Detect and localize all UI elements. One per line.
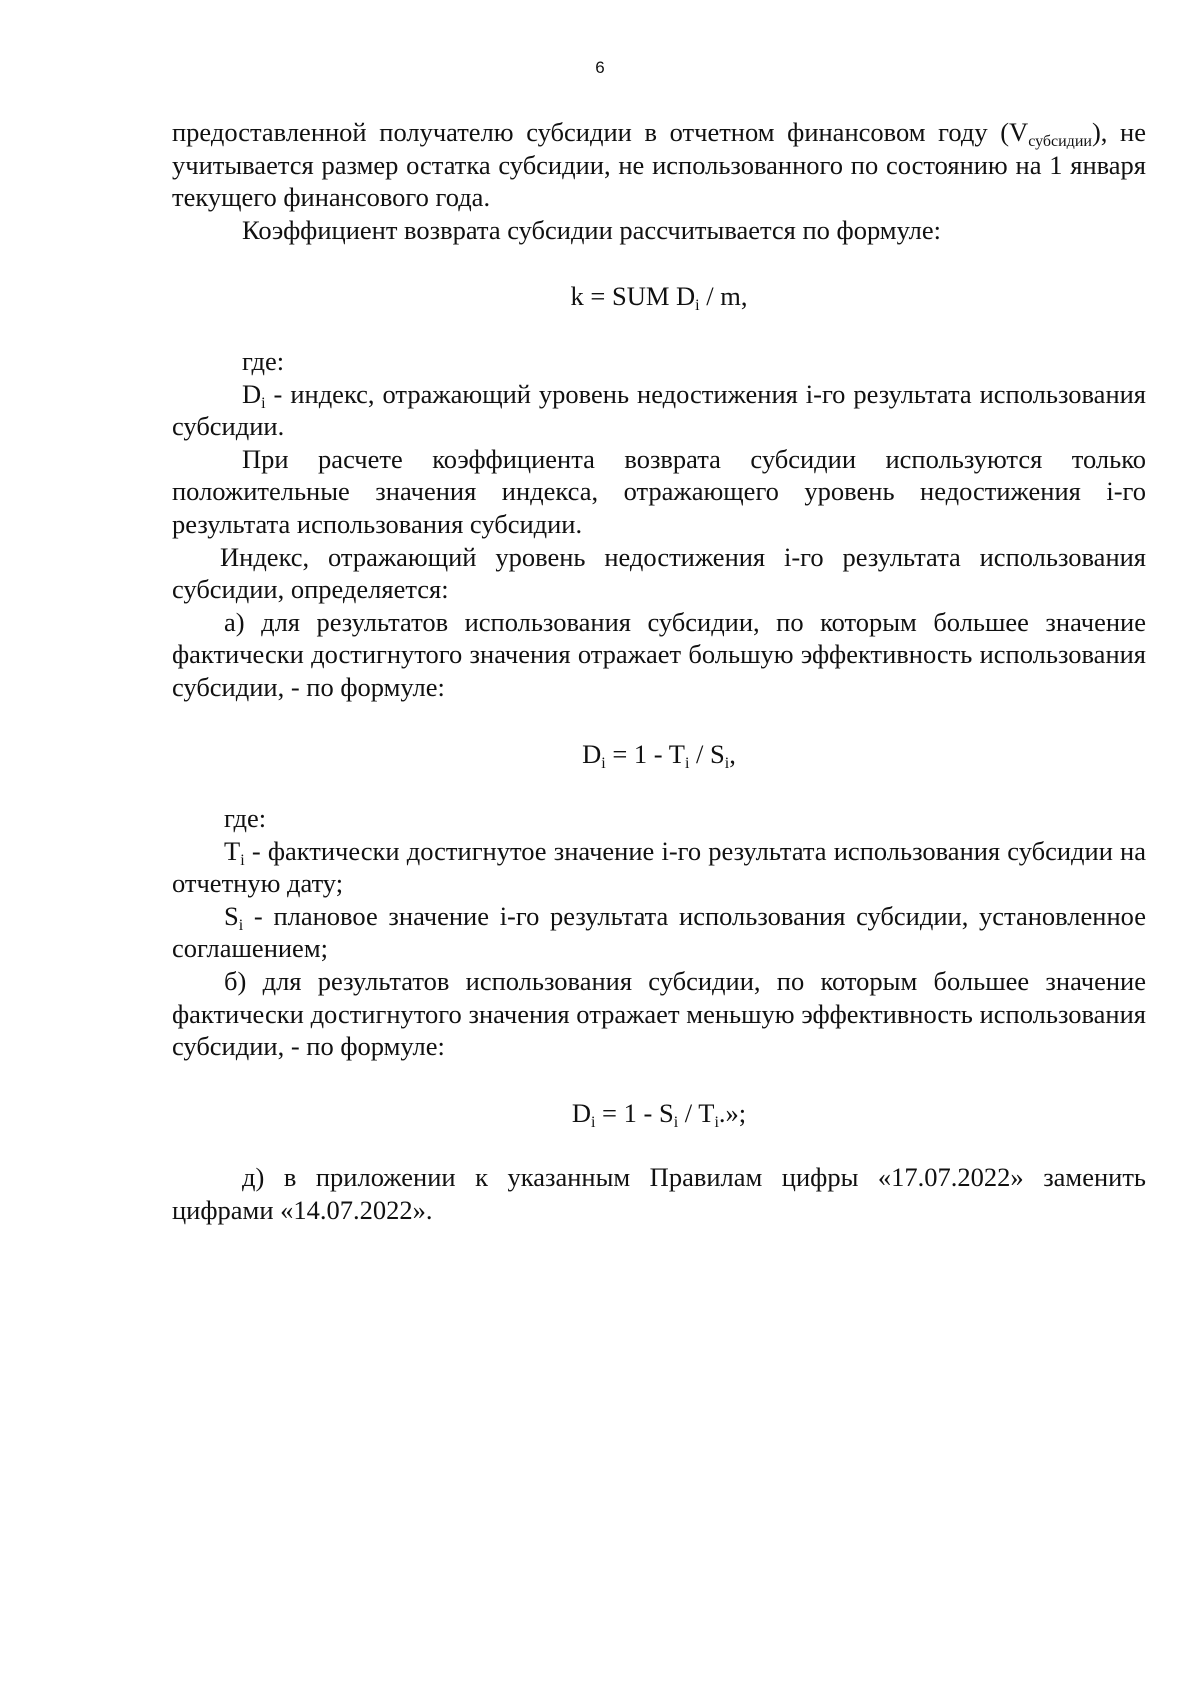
formula-text: D — [571, 1097, 591, 1128]
subscript: субсидии — [1028, 133, 1092, 150]
definition-di — [172, 378, 1146, 443]
subscript: i — [724, 754, 730, 772]
formula-text: , — [729, 738, 736, 769]
page-number: 6 — [595, 58, 605, 77]
formula-text: = 1 - S — [595, 1097, 674, 1128]
formula-text: k = SUM D — [570, 281, 696, 312]
where-label: где: — [242, 345, 285, 376]
subscript: i — [261, 394, 266, 412]
formula-text: / T — [678, 1097, 715, 1128]
paragraph-intro — [172, 116, 1146, 214]
text-fragment: ), не учитывается размер остатка субсидии, не использованного по состоянию на 1 января текущего финансового года. — [172, 117, 1146, 213]
definition-si — [172, 900, 1146, 965]
formula-di-a — [172, 738, 1146, 771]
formula-text: D — [582, 738, 602, 769]
text-fragment: предоставленной получателю субсидии в отчетном финансовом году (V — [172, 117, 1029, 147]
paragraph-coefficient: Коэффициент возврата субсидии рассчитывается по формуле: — [242, 214, 942, 245]
subscript: i — [695, 297, 700, 315]
subscript: i — [684, 754, 690, 772]
paragraph-item-a: а) для результатов использования субсидии, по которым большее значение фактически достигнутого значения отражает большую эффективность использования субсидии, - по формуле: — [172, 606, 1146, 702]
formula-text: = 1 - T — [605, 738, 685, 769]
definition-ti — [172, 835, 1146, 900]
subscript: i — [590, 1113, 596, 1131]
text-fragment: - индекс, отражающий уровень недостижения i-го результата использования субсидии. — [172, 378, 1146, 442]
formula-text: .»; — [718, 1097, 747, 1128]
text-fragment: D — [242, 378, 262, 409]
text-fragment: S — [224, 900, 239, 931]
where-label: где: — [224, 803, 267, 834]
paragraph-item-d: д) в приложении к указанным Правилам цифры «17.07.2022» заменить цифрами «14.07.2022». — [172, 1162, 1146, 1226]
formula-text: / S — [689, 738, 725, 769]
text-fragment: T — [224, 835, 241, 866]
subscript: i — [238, 916, 244, 934]
document-body — [172, 116, 1146, 1227]
subscript: i — [240, 851, 245, 869]
paragraph-calculation: При расчете коэффициента возврата субсидии используются только положительные значения индекса, отражающего уровень недостижения i-го результата использования субсидии. — [172, 443, 1146, 539]
text-fragment: - плановое значение i-го результата использования субсидии, установленное соглашением; — [172, 900, 1146, 964]
formula-di-b — [172, 1097, 1146, 1130]
subscript: i — [714, 1113, 719, 1131]
subscript: i — [673, 1113, 679, 1131]
paragraph-item-b: б) для результатов использования субсидии, по которым большее значение фактически достигнутого значения отражает меньшую эффективность использования субсидии, - по формуле: — [172, 966, 1146, 1062]
subscript: i — [601, 754, 606, 772]
paragraph-index: Индекс, отражающий уровень недостижения i-го результата использования субсидии, определяется: — [172, 541, 1146, 605]
formula-k — [172, 280, 1146, 313]
text-fragment: - фактически достигнутое значение i-го результата использования субсидии на отчетную дату; — [172, 835, 1146, 899]
formula-text: / m, — [699, 281, 748, 312]
